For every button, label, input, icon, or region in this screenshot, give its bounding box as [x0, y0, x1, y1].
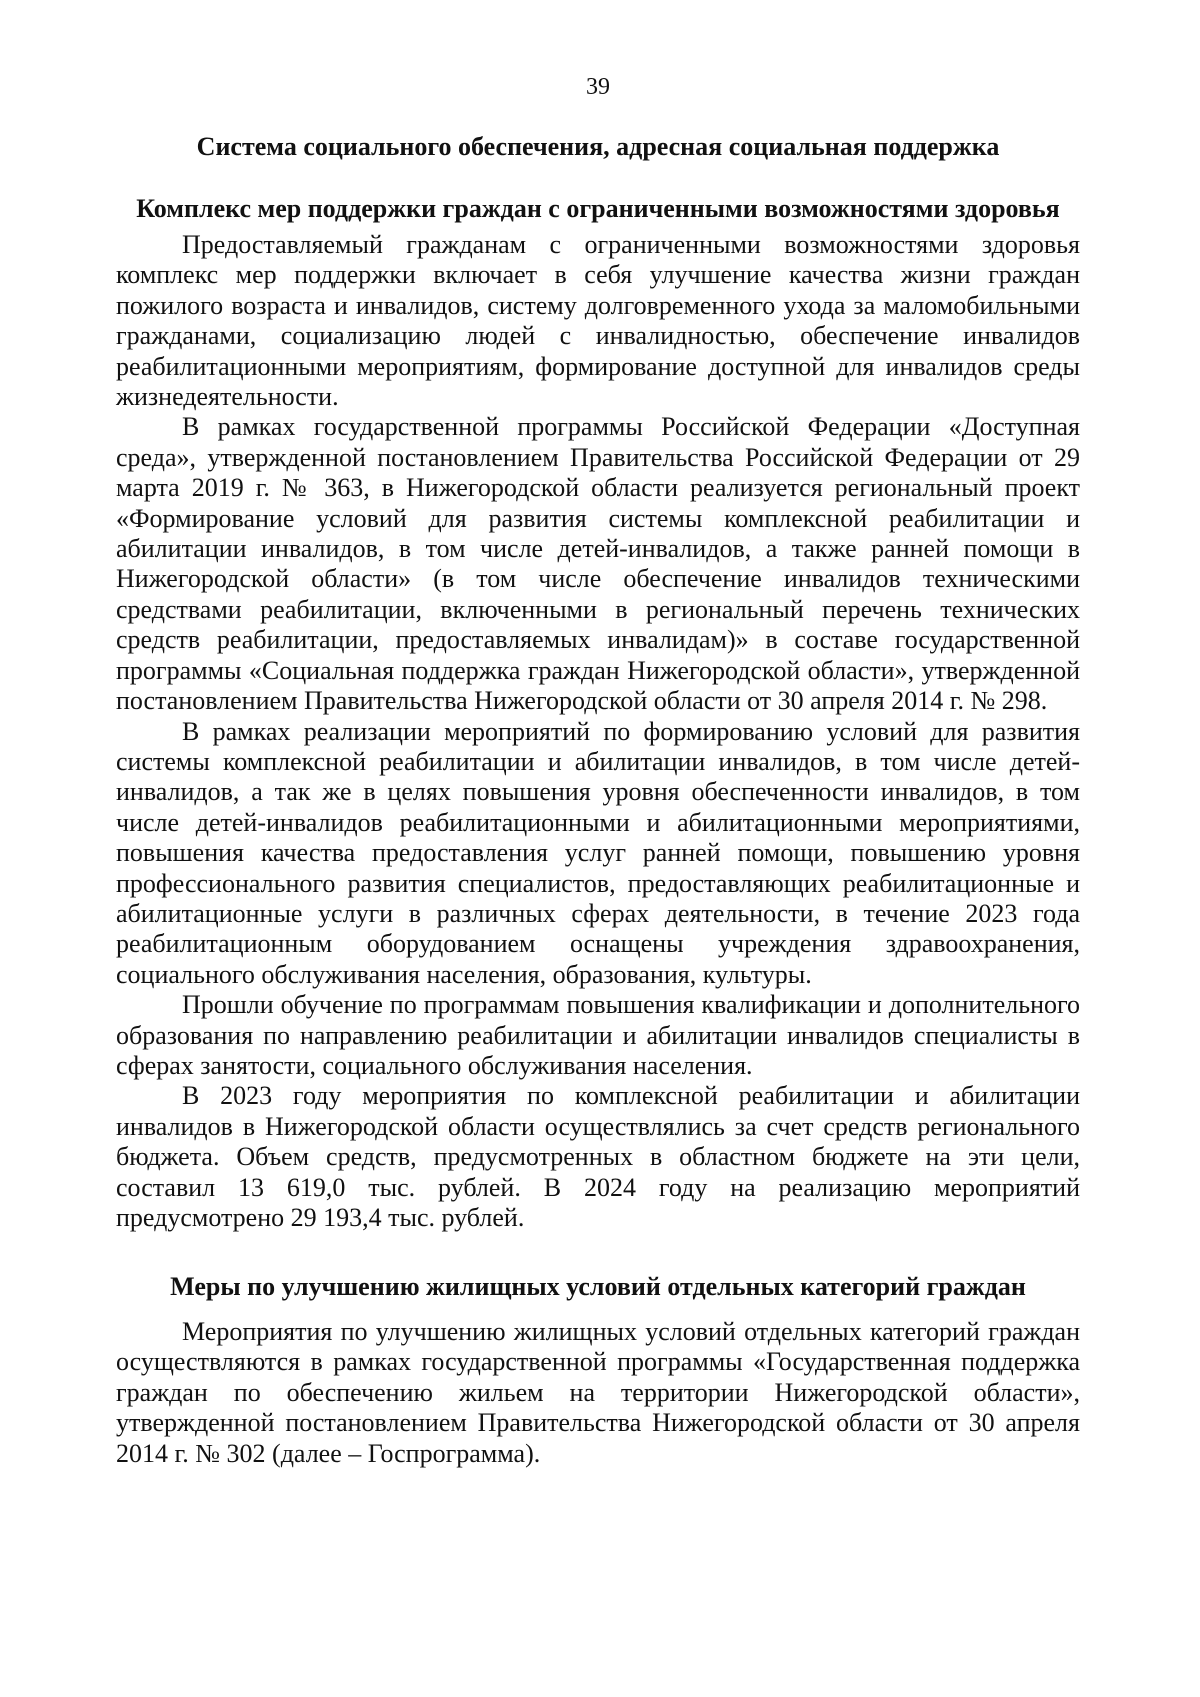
page-number: 39 [586, 74, 610, 100]
paragraph: Мероприятия по улучшению жилищных условий отдельных категорий граждан осуществляются в рамках государственной программы «Государственная поддержка граждан по обеспечению жильем на территории Нижегородской области», утвержденной постановлением Правительства Нижегородской области от 30 апреля 2014 г. № 302 (далее – Госпрограмма). [116, 1317, 1080, 1468]
paragraph: В рамках государственной программы Российской Федерации «Доступная среда», утвержденной постановлением Правительства Российской Федерации от 29 марта 2019 г. № 363, в Нижегородской области реализуется региональный проект «Формирование условий для развития системы комплексной реабилитации и абилитации инвалидов, в том числе детей-инвалидов, а также ранней помощи в Нижегородской области» (в том числе обеспечение инвалидов техническими средствами реабилитации, включенными в региональный перечень технических средств реабилитации, предоставляемых инвалидам)» в составе государственной программы «Социальная поддержка граждан Нижегородской области», утвержденной постановлением Правительства Нижегородской области от 30 апреля 2014 г. № 298. [116, 412, 1080, 716]
paragraph: Предоставляемый гражданам с ограниченными возможностями здоровья комплекс мер поддержки включает в себя улучшение качества жизни граждан пожилого возраста и инвалидов, систему долговременного ухода за маломобильными гражданами, социализацию людей с инвалидностью, обеспечение инвалидов реабилитационными мероприятиям, формирование доступной для инвалидов среды жизнедеятельности. [116, 230, 1080, 412]
section-body-housing [116, 1271, 1080, 1469]
section-title-social-security: Система социального обеспечения, адресная социальная поддержка [196, 132, 1000, 161]
paragraph: Прошли обучение по программам повышения квалификации и дополнительного образования по направлению реабилитации и абилитации инвалидов специалисты в сферах занятости, социального обслуживания населения. [116, 990, 1080, 1080]
paragraph: В рамках реализации мероприятий по формированию условий для развития системы комплексной реабилитации и абилитации инвалидов, в том числе детей-инвалидов, а так же в целях повышения уровня обеспеченности инвалидов, в том числе детей-инвалидов реабилитационными и абилитационными мероприятиями, повышения качества предоставления услуг ранней помощи, повышению уровня профессионального развития специалистов, предоставляющих реабилитационные и абилитационные услуги в различных сферах деятельности, в течение 2023 года реабилитационным оборудованием оснащены учреждения здравоохранения, социального обслуживания населения, образования, культуры. [116, 716, 1080, 989]
subsection-title-disability-support: Комплекс мер поддержки граждан с ограниченными возможностями здоровья [136, 194, 1060, 223]
section-title-housing: Меры по улучшению жилищных условий отдельных категорий граждан [170, 1272, 1026, 1301]
document-page [116, 0, 1080, 1697]
paragraph: В 2023 году мероприятия по комплексной реабилитации и абилитации инвалидов в Нижегородской области осуществлялись за счет средств регионального бюджета. Объем средств, предусмотренных в областном бюджете на эти цели, составил 13 619,0 тыс. рублей. В 2024 году на реализацию мероприятий предусмотрено 29 193,4 тыс. рублей. [116, 1081, 1080, 1232]
section-body-social-security [116, 230, 1080, 1233]
